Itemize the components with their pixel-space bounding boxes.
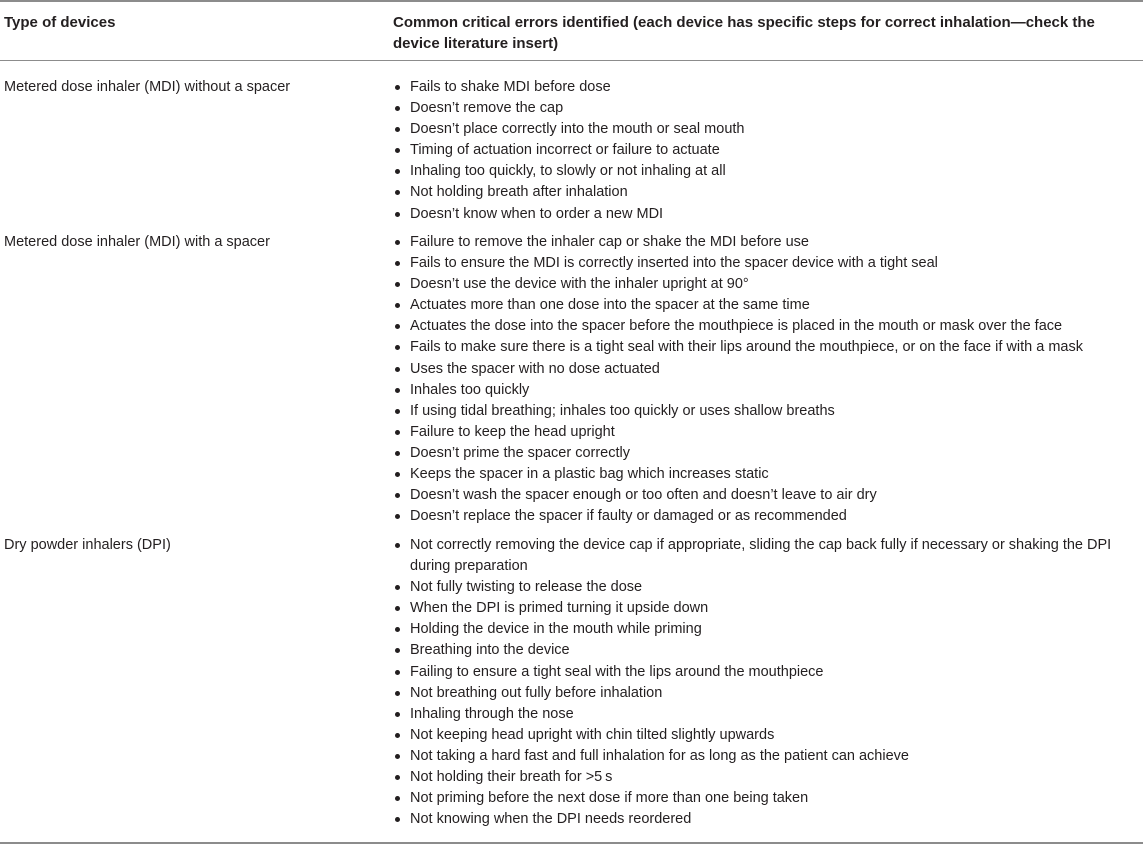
list-item: Not holding their breath for >5 s [393,767,1138,788]
header-type-of-devices: Type of devices [4,14,116,31]
list-item: Not correctly removing the device cap if appropriate, sliding the cap back fully if necessary or shaking the DPI during preparation [393,535,1138,577]
list-item: Not taking a hard fast and full inhalation for as long as the patient can achieve [393,746,1138,767]
table-header [0,0,1143,60]
list-item: Not knowing when the DPI needs reordered [393,809,1138,830]
list-item: If using tidal breathing; inhales too quickly or uses shallow breaths [393,401,1138,422]
list-item: Not keeping head upright with chin tilted slightly upwards [393,725,1138,746]
list-item: Fails to ensure the MDI is correctly inserted into the spacer device with a tight seal [393,253,1138,274]
list-item: Actuates the dose into the spacer before the mouthpiece is placed in the mouth or mask over the face [393,316,1138,337]
device-name: Dry powder inhalers (DPI) [4,537,171,553]
list-item: Failing to ensure a tight seal with the lips around the mouthpiece [393,662,1138,683]
list-item: Fails to shake MDI before dose [393,77,1138,98]
header-common-critical-errors: Common critical errors identified (each device has specific steps for correct inhalation—check the device literature insert) [393,14,1095,52]
list-item: Not breathing out fully before inhalation [393,683,1138,704]
table-bottom-rule [0,842,1143,844]
list-item: When the DPI is primed turning it upside down [393,598,1138,619]
list-item: Keeps the spacer in a plastic bag which increases static [393,464,1138,485]
list-item: Doesn’t know when to order a new MDI [393,204,1138,225]
list-item: Doesn’t place correctly into the mouth or seal mouth [393,119,1138,140]
device-name: Metered dose inhaler (MDI) without a spacer [4,79,291,95]
list-item: Breathing into the device [393,640,1138,661]
list-item: Not holding breath after inhalation [393,182,1138,203]
list-item: Inhaling too quickly, to slowly or not inhaling at all [393,161,1138,182]
list-item: Not priming before the next dose if more than one being taken [393,788,1138,809]
list-item: Doesn’t use the device with the inhaler upright at 90° [393,274,1138,295]
list-item: Uses the spacer with no dose actuated [393,359,1138,380]
header-divider-rule [0,60,1143,61]
list-item: Doesn’t remove the cap [393,98,1138,119]
list-item: Actuates more than one dose into the spacer at the same time [393,295,1138,316]
list-item: Fails to make sure there is a tight seal with their lips around the mouthpiece, or on the face if with a mask [393,337,1138,358]
list-item: Doesn’t wash the spacer enough or too often and doesn’t leave to air dry [393,485,1138,506]
list-item: Inhaling through the nose [393,704,1138,725]
error-list [393,535,1138,830]
device-name: Metered dose inhaler (MDI) with a spacer [4,234,270,250]
list-item: Doesn’t prime the spacer correctly [393,443,1138,464]
error-list [393,232,1138,527]
list-item: Holding the device in the mouth while priming [393,619,1138,640]
error-list [393,77,1138,225]
list-item: Failure to remove the inhaler cap or shake the MDI before use [393,232,1138,253]
list-item: Timing of actuation incorrect or failure to actuate [393,140,1138,161]
list-item: Inhales too quickly [393,380,1138,401]
list-item: Failure to keep the head upright [393,422,1138,443]
list-item: Not fully twisting to release the dose [393,577,1138,598]
list-item: Doesn’t replace the spacer if faulty or damaged or as recommended [393,506,1138,527]
